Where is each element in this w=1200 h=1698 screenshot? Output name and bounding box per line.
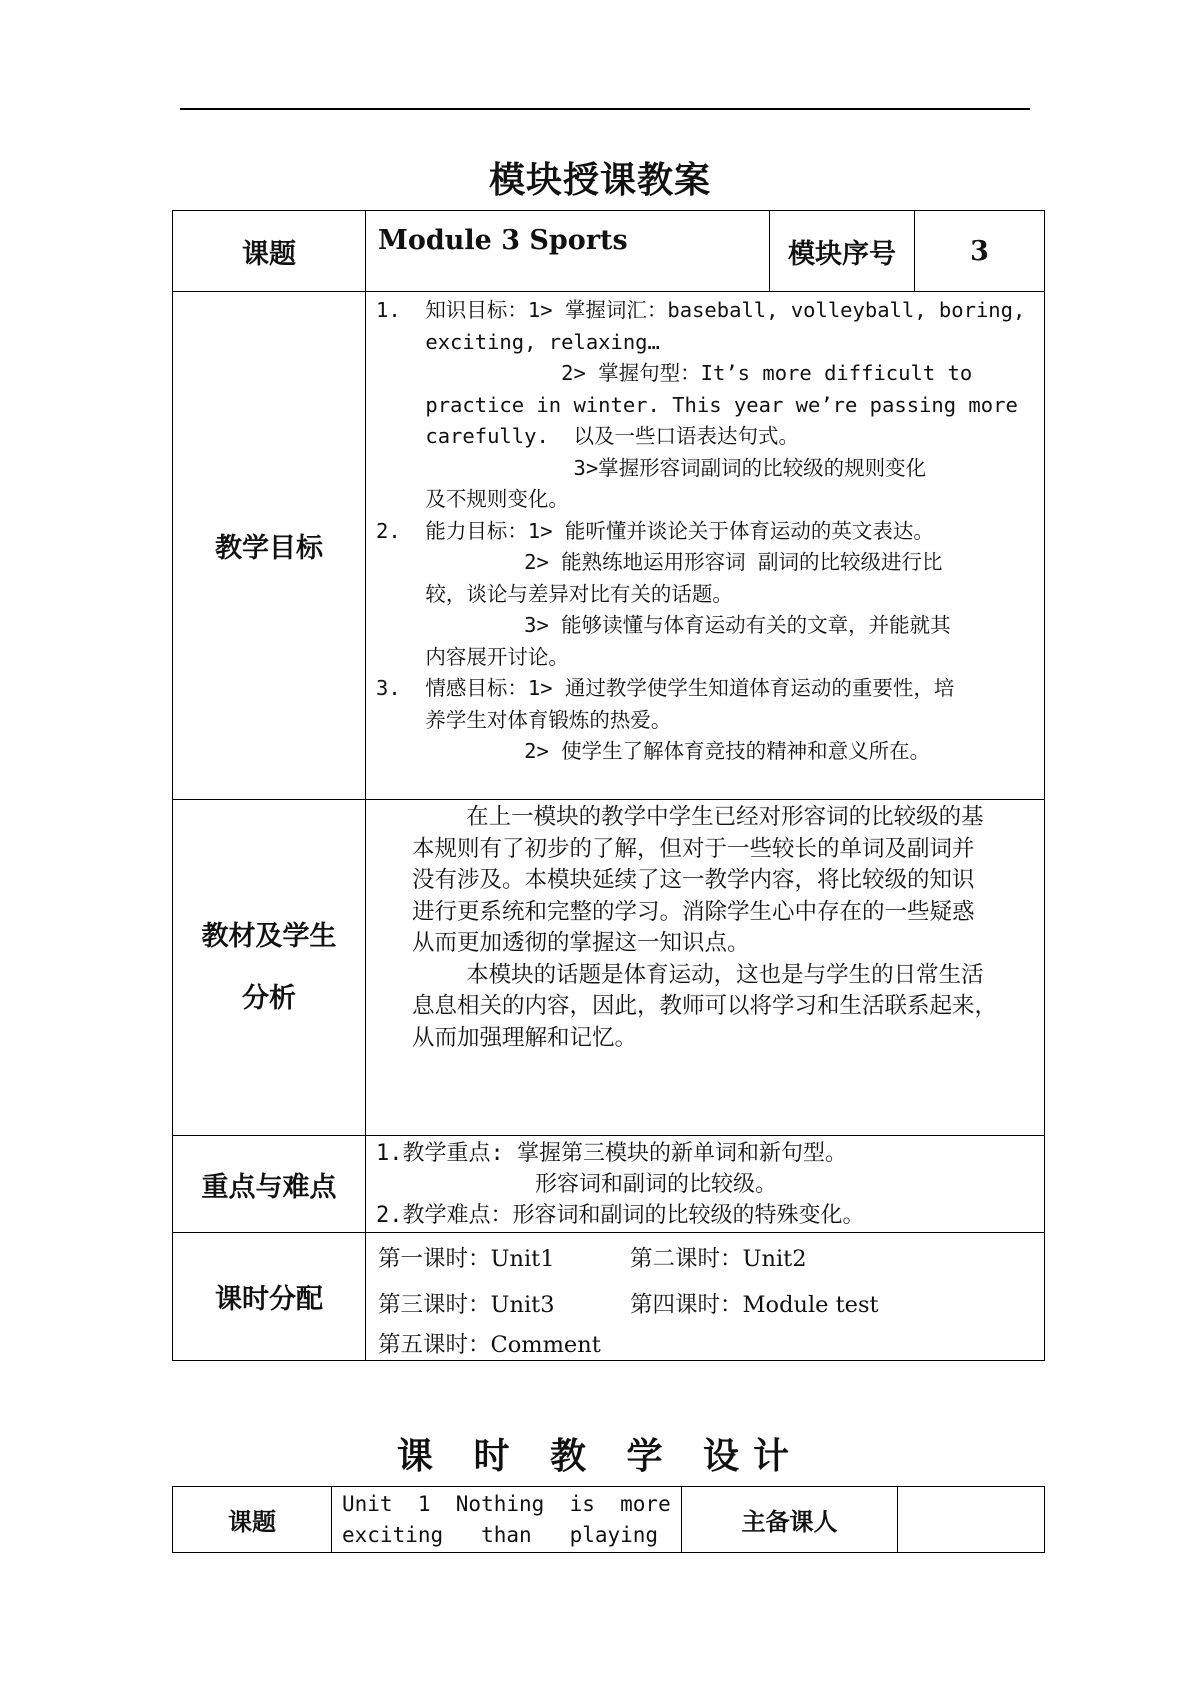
analysis-line: 息息相关的内容，因此，教师可以将学习和生活联系起来， — [412, 993, 998, 1019]
objective-line: 内容展开讨论。 — [376, 644, 569, 669]
analysis-line: 从而更加透彻的掌握这一知识点。 — [412, 930, 750, 956]
period-row — [378, 1327, 1038, 1359]
period-row — [378, 1241, 1038, 1287]
period-item: 第一课时：Unit1 — [378, 1246, 555, 1272]
lesson-topic-label: 课题 — [173, 1487, 332, 1553]
analysis-line: 从而加强理解和记忆。 — [412, 1024, 638, 1051]
objective-line: 3> 能够读懂与体育运动有关的文章，并能就其 — [376, 613, 951, 637]
objective-line: 2> 使学生了解体育竞技的精神和意义所在。 — [376, 739, 931, 763]
objectives-text — [376, 295, 1038, 768]
lead-teacher-label: 主备课人 — [682, 1487, 898, 1553]
period-item: 第四课时：Module test — [630, 1292, 879, 1318]
objective-line: 3>掌握形容词副词的比较级的规则变化 — [376, 455, 927, 480]
module-seq-value: 3 — [915, 211, 1045, 292]
analysis-line: 在上一模块的教学中学生已经对形容词的比较级的基 — [412, 804, 984, 830]
objective-line: 较，谈论与差异对比有关的话题。 — [376, 581, 733, 606]
period-row — [378, 1287, 1038, 1327]
topic-label: 课题 — [173, 211, 366, 292]
analysis-content — [366, 800, 1045, 1136]
objectives-label: 教学目标 — [173, 292, 366, 800]
objective-line: exciting, relaxing… — [376, 329, 660, 354]
period-item: 第五课时：Comment — [378, 1332, 601, 1358]
objective-line: 及不规则变化。 — [376, 487, 569, 511]
module-plan-table — [172, 210, 1045, 1361]
keypoints-content — [366, 1136, 1045, 1233]
period-item: 第二课时：Unit2 — [630, 1246, 807, 1272]
periods-label: 课时分配 — [173, 1233, 366, 1361]
analysis-text — [412, 802, 1036, 1054]
objective-line: carefully. 以及一些口语表达句式。 — [376, 424, 799, 448]
keypoints-label: 重点与难点 — [173, 1136, 366, 1233]
period-item: 第三课时：Unit3 — [378, 1292, 555, 1318]
periods-content — [366, 1233, 1045, 1361]
analysis-label — [173, 800, 366, 1136]
objective-line: 2> 掌握句型：It’s more difficult to — [376, 361, 973, 385]
page-title: 模块授课教案 — [488, 159, 711, 201]
keypoint-line: 2.教学难点：形容词和副词的比较级的特殊变化。 — [376, 1203, 865, 1228]
topic-value: Module 3 Sports — [366, 211, 770, 292]
analysis-label-line1: 教材及学生 — [201, 920, 337, 952]
analysis-line: 本模块的话题是体育运动，这也是与学生的日常生活 — [412, 961, 984, 988]
keypoints-text — [376, 1138, 1038, 1231]
objectives-content — [366, 292, 1045, 800]
analysis-label-line2: 分析 — [242, 982, 296, 1014]
objective-line: 1. 知识目标：1> 掌握词汇：baseball, volleyball, boring, — [376, 298, 1026, 322]
header-rule — [180, 108, 1030, 110]
analysis-line: 进行更系统和完整的学习。消除学生心中存在的一些疑惑 — [412, 898, 975, 925]
keypoint-line: 形容词和副词的比较级。 — [376, 1172, 777, 1197]
lesson-topic-value — [332, 1487, 682, 1553]
objective-line: 2. 能力目标：1> 能听懂并谈论关于体育运动的英文表达。 — [376, 518, 934, 543]
analysis-line: 没有涉及。本模块延续了这一教学内容，将比较级的知识 — [412, 867, 975, 893]
objective-line: 3. 情感目标：1> 通过教学使学生知道体育运动的重要性，培 — [376, 676, 955, 700]
lesson-topic-line: Unit 1 Nothing is more — [342, 1492, 671, 1516]
lesson-topic-text — [342, 1489, 675, 1551]
module-seq-label: 模块序号 — [770, 211, 915, 292]
lesson-design-title: 课 时 教 学 设计 — [396, 1435, 804, 1477]
periods-list — [378, 1241, 1038, 1359]
lead-teacher-value — [898, 1487, 1045, 1553]
objective-line: 2> 能熟练地运用形容词 副词的比较级进行比 — [376, 550, 943, 574]
lesson-topic-line: exciting than playing — [342, 1523, 659, 1547]
objective-line: practice in winter. This year we’re passing more — [376, 392, 1018, 417]
analysis-line: 本规则有了初步的了解，但对于一些较长的单词及副词并 — [412, 835, 975, 862]
lesson-design-table — [172, 1486, 1045, 1553]
objective-line: 养学生对体育锻炼的热爱。 — [376, 707, 672, 732]
keypoint-line: 1.教学重点: 掌握第三模块的新单词和新句型。 — [376, 1141, 847, 1166]
